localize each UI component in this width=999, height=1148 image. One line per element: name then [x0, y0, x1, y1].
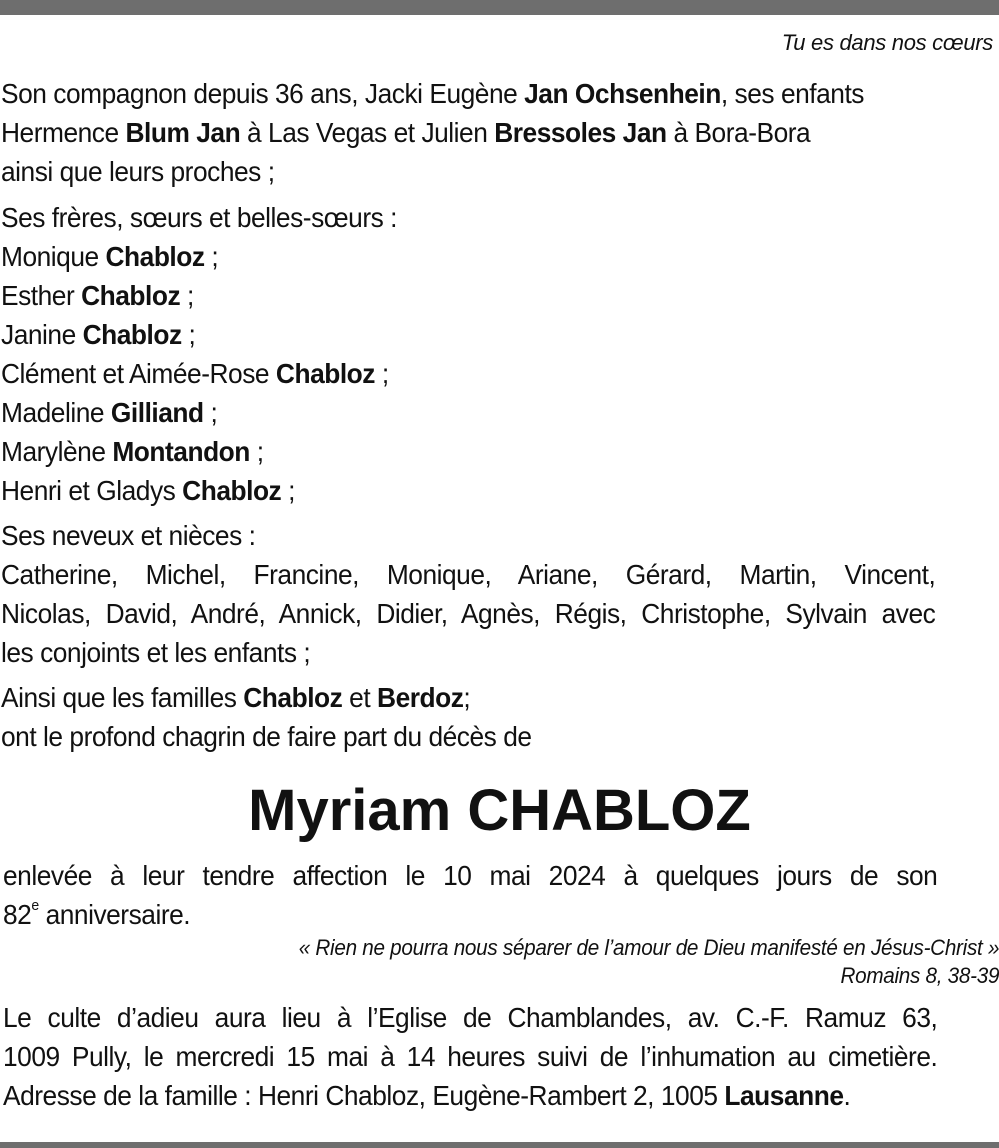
surname: Chabloz — [82, 319, 182, 350]
sibling-line: Henri et Gladys Chabloz ; — [1, 475, 295, 506]
family-paragraph — [1, 74, 935, 191]
quote-reference: Romains 8, 38-39 — [840, 963, 999, 988]
surname: Chabloz — [243, 682, 343, 713]
service-paragraph — [3, 998, 937, 1115]
service-line: 1009 Pully, le mercredi 15 mai à 14 heures suivi de l’inhumation au cimetière. — [3, 1041, 938, 1072]
service-line: Le culte d’adieu aura lieu à l’Eglise de Chamblandes, av. C.-F. Ramuz 63, — [3, 1002, 938, 1033]
bottom-border-rule — [0, 1142, 999, 1148]
service-line: Adresse de la famille : Henri Chabloz, Eugène-Rambert 2, 1005 Lausanne. — [3, 1080, 851, 1111]
surname: Chabloz — [105, 241, 205, 272]
sibling-line: Monique Chabloz ; — [1, 241, 219, 272]
city: Lausanne — [724, 1080, 844, 1111]
family-line: Hermence Blum Jan à Las Vegas et Julien Bressoles Jan à Bora-Bora — [1, 117, 811, 148]
bible-quote — [299, 934, 999, 990]
sibling-line: Esther Chabloz ; — [1, 280, 194, 311]
sibling-line: Janine Chabloz ; — [1, 319, 196, 350]
siblings-paragraph — [1, 198, 935, 510]
nephews-line: Catherine, Michel, Francine, Monique, Ariane, Gérard, Martin, Vincent, — [1, 559, 936, 590]
families-line: Ainsi que les familles Chabloz et Berdoz; — [1, 682, 471, 713]
surname: Chabloz — [275, 358, 375, 389]
surname: Jan Ochsenhein — [524, 78, 721, 109]
death-line: 82e anniversaire. — [3, 897, 191, 930]
announcement-line: ont le profond chagrin de faire part du décès de — [1, 721, 532, 752]
sibling-line: Marylène Montandon ; — [1, 436, 264, 467]
surname: Bressoles Jan — [494, 117, 667, 148]
top-border-rule — [0, 0, 999, 15]
death-line: enlevée à leur tendre affection le 10 mai 2024 à quelques jours de son — [3, 860, 938, 891]
nephews-paragraph — [1, 516, 935, 672]
deceased-name: Myriam CHABLOZ — [248, 778, 751, 843]
nephews-heading: Ses neveux et nièces : — [1, 520, 256, 551]
surname: Berdoz — [377, 682, 464, 713]
sibling-line: Clément et Aimée-Rose Chabloz ; — [1, 358, 389, 389]
death-paragraph — [3, 856, 937, 934]
surname: Chabloz — [81, 280, 181, 311]
nephews-line: Nicolas, David, André, Annick, Didier, Agnès, Régis, Christophe, Sylvain avec — [1, 598, 936, 629]
epigraph: Tu es dans nos cœurs — [781, 30, 993, 55]
surname: Blum Jan — [125, 117, 241, 148]
families-paragraph — [1, 678, 935, 756]
nephews-line: les conjoints et les enfants ; — [1, 637, 311, 668]
surname: Chabloz — [182, 475, 282, 506]
siblings-list — [1, 237, 935, 510]
family-line: Son compagnon depuis 36 ans, Jacki Eugène Jan Ochsenhein, ses enfants — [1, 78, 864, 109]
sibling-line: Madeline Gilliand ; — [1, 397, 218, 428]
siblings-heading: Ses frères, sœurs et belles-sœurs : — [1, 202, 397, 233]
quote-text: « Rien ne pourra nous séparer de l’amour de Dieu manifesté en Jésus-Christ » — [298, 935, 999, 960]
surname: Montandon — [112, 436, 250, 467]
surname: Gilliand — [110, 397, 204, 428]
family-line: ainsi que leurs proches ; — [1, 156, 275, 187]
